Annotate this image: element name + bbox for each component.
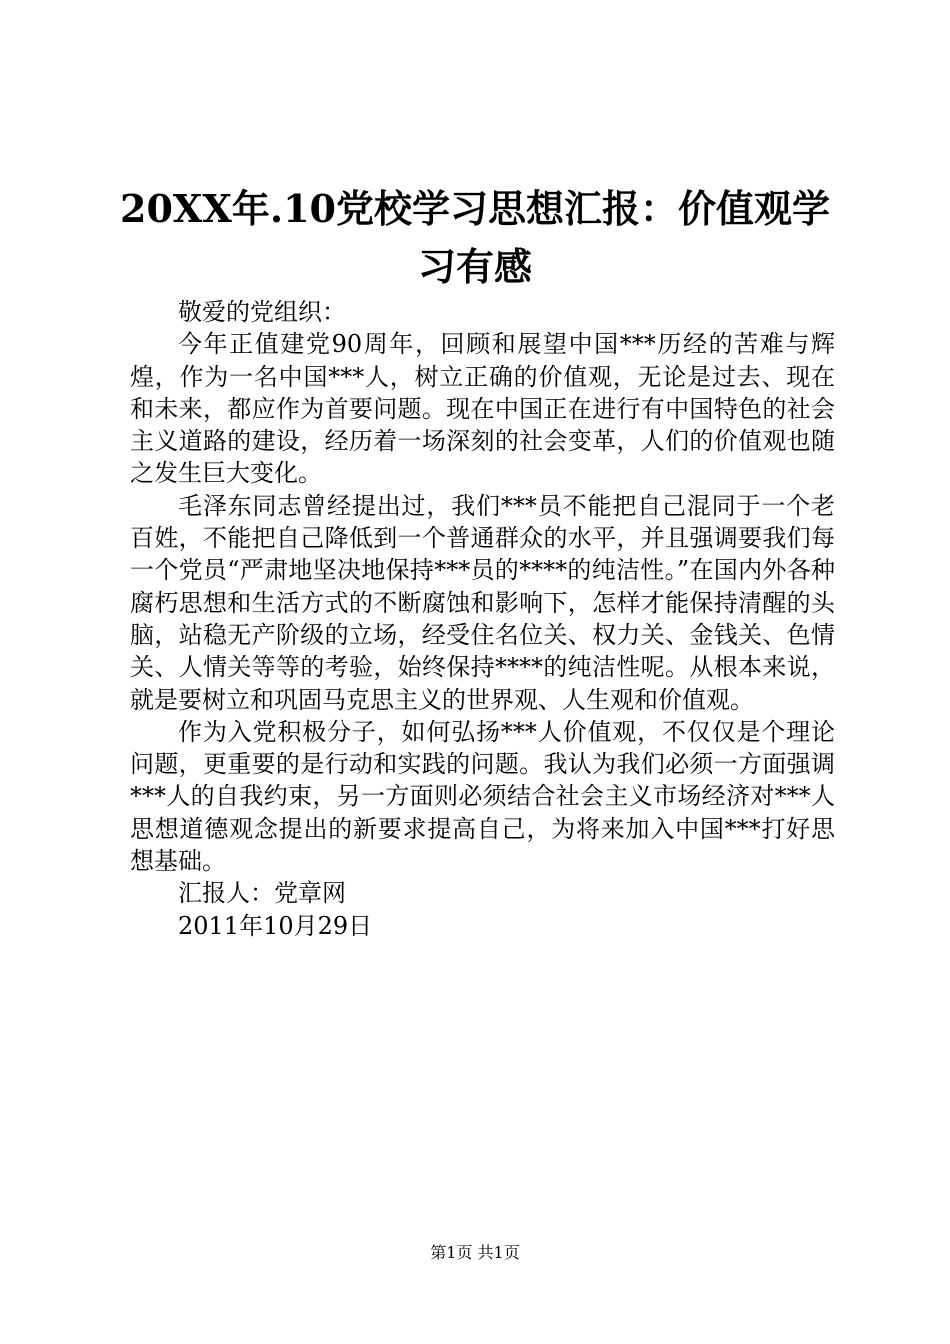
document-body bbox=[130, 296, 835, 942]
paragraph-2: 毛泽东同志曾经提出过，我们***员不能把自己混同于一个老百姓，不能把自己降低到一个普通群众的水平，并且强调要我们每一个党员“严肃地坚决地保持***员的****的纯洁性。”在国内外各种腐朽思想和生活方式的不断腐蚀和影响下，怎样才能保持清醒的头脑，站稳无产阶级的立场，经受住名位关、权力关、金钱关、色情关、人情关等等的考验，始终保持****的纯洁性呢。从根本来说，就是要树立和巩固马克思主义的世界观、人生观和价值观。 bbox=[130, 491, 835, 714]
paragraph-1: 今年正值建党90周年，回顾和展望中国***历经的苦难与辉煌，作为一名中国***人，树立正确的价值观，无论是过去、现在和未来，都应作为首要问题。现在中国正在进行有中国特色的社会主义道路的建设，经历着一场深刻的社会变革，人们的价值观也随之发生巨大变化。 bbox=[130, 330, 835, 488]
salutation: 敬爱的党组织： bbox=[178, 298, 346, 326]
paragraph-3: 作为入党积极分子，如何弘扬***人价值观，不仅仅是个理论问题，更重要的是行动和实践的问题。我认为我们必须一方面强调***人的自我约束，另一方面则必须结合社会主义市场经济对***人思想道德观念提出的新要求提高自己，为将来加入中国***打好思想基础。 bbox=[130, 717, 835, 876]
document-title: 20XX年.10党校学习思想汇报：价值观学习有感 bbox=[120, 186, 830, 289]
reporter-line: 汇报人：党章网 bbox=[178, 879, 346, 908]
page-footer: 第1页 共1页 bbox=[430, 1243, 520, 1262]
date-line: 2011年10月29日 bbox=[178, 911, 373, 940]
